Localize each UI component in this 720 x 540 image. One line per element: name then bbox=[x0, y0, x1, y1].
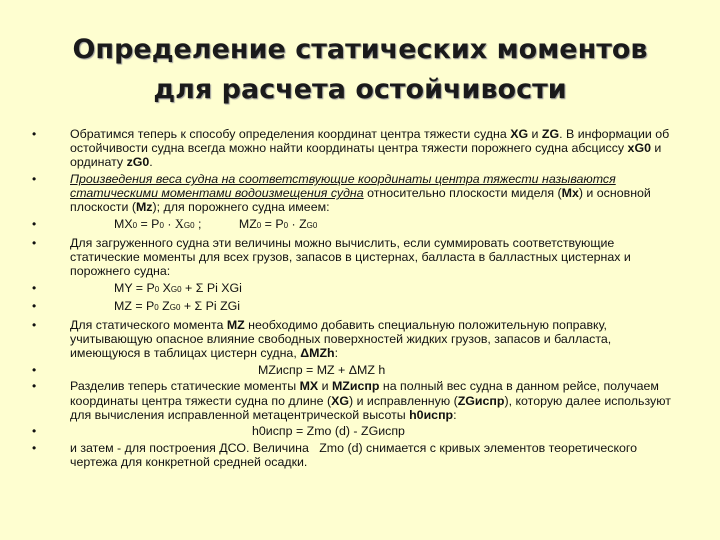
formula-my: MY = P0 XG0 + Σ Pi XGi bbox=[114, 280, 242, 295]
list-item: • Произведения веса судна на соответствующие координаты центра тяжести называются статическими моментами водоизмещения судна относительно плоскости миделя (Mx) и основной плоскости (Mz); для порожнего судна имеем: bbox=[32, 172, 651, 215]
underlined-definition: Произведения веса судна на соответствующие координаты центра тяжести называются статическими моментами водоизмещения судна bbox=[70, 172, 616, 201]
list-item-formula bbox=[32, 363, 682, 377]
bullet-icon: • bbox=[32, 424, 37, 439]
list-item-formula bbox=[32, 281, 682, 297]
bullet-icon: • bbox=[32, 317, 37, 332]
title-line-2: для расчета остойчивости bbox=[153, 74, 567, 105]
list-item: • Для статического момента MZ необходимо добавить специальную положительную поправку, учитывающую опасное влияние свободных поверхностей жидких грузов, запасов и балласта, имеющуюся в таблицах цистерн судна, ΔMZh: bbox=[32, 317, 612, 361]
title-line-1: Определение статических моментов bbox=[72, 34, 648, 65]
list-item: • Разделив теперь статические моменты MX и MZиспр на полный вес судна в данном рейсе, получаем координаты центра тяжести судна по длине (XG) и исправленную (ZGиспр), которую далее используют для вычисления исправленной метацентрической высоты h0испр: bbox=[32, 379, 671, 422]
bullet-icon: • bbox=[32, 379, 37, 394]
bullet-list bbox=[32, 127, 682, 472]
formula-mz: MZ = P0 ZG0 + Σ Pi ZGi bbox=[114, 299, 241, 314]
slide-title bbox=[0, 30, 720, 110]
list-item-formula bbox=[32, 424, 682, 438]
bullet-icon: • bbox=[32, 127, 37, 141]
list-item: • и затем - для построения ДСО. Величина Zmo (d) снимается с кривых элементов теоретического чертежа для конкретной средней осадки. bbox=[32, 440, 641, 470]
formula-mx0: MX0 = P0 · XG0 ; bbox=[114, 217, 202, 231]
formula-h0-corrected: h0испр = Zmo (d) - ZGиспр bbox=[252, 424, 405, 439]
bullet-icon: • bbox=[32, 172, 37, 186]
list-item-formula bbox=[32, 299, 682, 315]
bullet-icon: • bbox=[32, 440, 37, 455]
formula-mz0: MZ0 = P0 · ZG0 bbox=[238, 217, 318, 231]
formula-mz-corrected: MZиспр = MZ + ΔMZ h bbox=[258, 362, 386, 377]
bullet-icon: • bbox=[32, 217, 37, 231]
bullet-icon: • bbox=[32, 362, 37, 377]
bullet-icon: • bbox=[32, 235, 37, 250]
bullet-icon: • bbox=[32, 280, 37, 295]
list-item: • Для загруженного судна эти величины можно вычислить, если суммировать соответствующие статические моменты для всех грузов, запасов в цистернах, балласта в балластных цистернах и порожнего судна: bbox=[32, 235, 631, 278]
list-item: • Обратимся теперь к способу определения координат центра тяжести судна XG и ZG. В информации об остойчивости судна всегда можно найти координаты центра тяжести порожнего судна абсциссу xG0 и ординату zG0. bbox=[32, 127, 670, 170]
bullet-icon: • bbox=[32, 299, 37, 314]
list-item-formula bbox=[32, 217, 682, 233]
